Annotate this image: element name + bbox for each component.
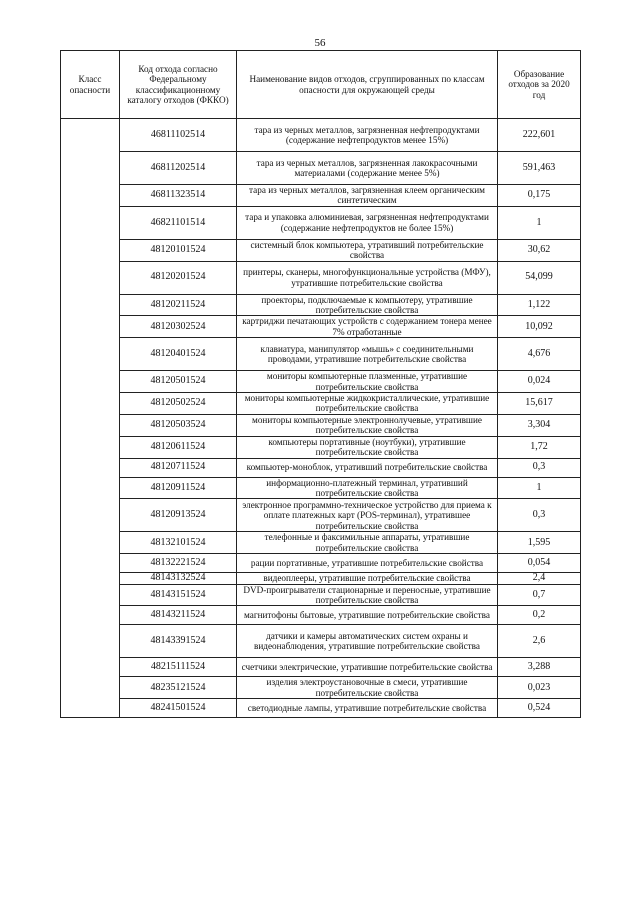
waste-name-cell: тара из черных металлов, загрязненная клеем органическим синтетическим	[237, 185, 498, 207]
waste-name-cell: клавиатура, манипулятор «мышь» с соединительными проводами, утратившие потребительские свойства	[237, 338, 498, 371]
table-row	[61, 294, 581, 316]
waste-amount-cell: 30,62	[498, 239, 581, 261]
table-row	[61, 119, 581, 152]
fkko-code-cell: 48143211524	[120, 606, 237, 625]
waste-name-cell: информационно-платежный терминал, утративший потребительские свойства	[237, 477, 498, 499]
fkko-code-cell: 46821101514	[120, 206, 237, 239]
waste-amount-cell: 0,2	[498, 606, 581, 625]
table-row	[61, 477, 581, 499]
fkko-code-cell: 46811102514	[120, 119, 237, 152]
table-row	[61, 554, 581, 573]
waste-name-cell: DVD-проигрыватели стационарные и переносные, утратившие потребительские свойства	[237, 584, 498, 606]
table-row	[61, 625, 581, 658]
table-row	[61, 152, 581, 185]
waste-amount-cell: 3,304	[498, 414, 581, 436]
waste-amount-cell: 0,3	[498, 499, 581, 532]
table-row	[61, 584, 581, 606]
fkko-code-cell: 48143151524	[120, 584, 237, 606]
waste-amount-cell: 3,288	[498, 658, 581, 677]
header-waste-amount: Образование отходов за 2020 год	[498, 51, 581, 119]
fkko-code-cell: 48120611524	[120, 436, 237, 458]
table-row	[61, 436, 581, 458]
table-row	[61, 239, 581, 261]
table-row	[61, 371, 581, 393]
table-row	[61, 338, 581, 371]
fkko-code-cell: 48143132524	[120, 573, 237, 584]
waste-amount-cell: 0,024	[498, 371, 581, 393]
waste-name-cell: мониторы компьютерные электроннолучевые, утратившие потребительские свойства	[237, 414, 498, 436]
page-number: 56	[314, 37, 326, 49]
fkko-code-cell: 48120101524	[120, 239, 237, 261]
waste-name-cell: системный блок компьютера, утративший потребительские свойства	[237, 239, 498, 261]
table-row	[61, 658, 581, 677]
waste-name-cell: проекторы, подключаемые к компьютеру, утратившие потребительские свойства	[237, 294, 498, 316]
waste-name-cell: картриджи печатающих устройств с содержанием тонера менее 7% отработанные	[237, 316, 498, 338]
waste-name-cell: мониторы компьютерные плазменные, утратившие потребительские свойства	[237, 371, 498, 393]
waste-amount-cell: 0,7	[498, 584, 581, 606]
waste-amount-cell: 2,4	[498, 573, 581, 584]
waste-name-cell: рации портативные, утратившие потребительские свойства	[237, 554, 498, 573]
fkko-code-cell: 48132101524	[120, 532, 237, 554]
waste-amount-cell: 591,463	[498, 152, 581, 185]
waste-amount-cell: 10,092	[498, 316, 581, 338]
waste-name-cell: тара из черных металлов, загрязненная нефтепродуктами (содержание нефтепродуктов менее 15%)	[237, 119, 498, 152]
waste-name-cell: светодиодные лампы, утратившие потребительские свойства	[237, 699, 498, 718]
waste-name-cell: изделия электроустановочные в смеси, утратившие потребительские свойства	[237, 677, 498, 699]
fkko-code-cell: 48241501524	[120, 699, 237, 718]
hazard-class-cell	[61, 119, 120, 718]
header-fkko-code: Код отхода согласно Федеральному классификационному каталогу отходов (ФККО)	[120, 51, 237, 119]
table-row	[61, 185, 581, 207]
table-row	[61, 573, 581, 584]
table-row	[61, 532, 581, 554]
waste-amount-cell: 1,595	[498, 532, 581, 554]
fkko-code-cell: 48120401524	[120, 338, 237, 371]
waste-amount-cell: 1	[498, 477, 581, 499]
waste-amount-cell: 15,617	[498, 393, 581, 415]
waste-name-cell: компьютеры портативные (ноутбуки), утратившие потребительские свойства	[237, 436, 498, 458]
waste-name-cell: счетчики электрические, утратившие потребительские свойства	[237, 658, 498, 677]
waste-name-cell: датчики и камеры автоматических систем охраны и видеонаблюдения, утратившие потребительские свойства	[237, 625, 498, 658]
waste-amount-cell: 1	[498, 206, 581, 239]
waste-name-cell: тара из черных металлов, загрязненная лакокрасочными материалами (содержание менее 5%)	[237, 152, 498, 185]
fkko-code-cell: 48143391524	[120, 625, 237, 658]
waste-amount-cell: 4,676	[498, 338, 581, 371]
waste-name-cell: тара и упаковка алюминиевая, загрязненная нефтепродуктами (содержание нефтепродуктов не более 15%)	[237, 206, 498, 239]
table-row	[61, 499, 581, 532]
fkko-code-cell: 48120201524	[120, 261, 237, 294]
waste-name-cell: видеоплееры, утратившие потребительские свойства	[237, 573, 498, 584]
fkko-code-cell: 46811202514	[120, 152, 237, 185]
table-row	[61, 606, 581, 625]
waste-amount-cell: 0,3	[498, 458, 581, 477]
waste-amount-cell: 0,524	[498, 699, 581, 718]
waste-amount-cell: 0,023	[498, 677, 581, 699]
fkko-code-cell: 48120501524	[120, 371, 237, 393]
fkko-code-cell: 48215111524	[120, 658, 237, 677]
table-header-row	[61, 51, 581, 119]
waste-name-cell: электронное программно-техническое устройство для приема к оплате платежных карт (POS-терминал), утратившее потребительские свойства	[237, 499, 498, 532]
table-row	[61, 206, 581, 239]
fkko-code-cell: 46811323514	[120, 185, 237, 207]
table-row	[61, 261, 581, 294]
waste-table	[60, 50, 581, 718]
fkko-code-cell: 48120302524	[120, 316, 237, 338]
fkko-code-cell: 48132221524	[120, 554, 237, 573]
fkko-code-cell: 48120211524	[120, 294, 237, 316]
fkko-code-cell: 48235121524	[120, 677, 237, 699]
waste-amount-cell: 1,122	[498, 294, 581, 316]
waste-name-cell: компьютер-моноблок, утративший потребительские свойства	[237, 458, 498, 477]
fkko-code-cell: 48120502524	[120, 393, 237, 415]
waste-amount-cell: 0,054	[498, 554, 581, 573]
table-row	[61, 699, 581, 718]
fkko-code-cell: 48120711524	[120, 458, 237, 477]
table-row	[61, 316, 581, 338]
table-body	[61, 119, 581, 718]
table-row	[61, 414, 581, 436]
table-row	[61, 677, 581, 699]
waste-name-cell: принтеры, сканеры, многофункциональные устройства (МФУ), утратившие потребительские свойства	[237, 261, 498, 294]
waste-name-cell: телефонные и факсимильные аппараты, утратившие потребительские свойства	[237, 532, 498, 554]
waste-amount-cell: 222,601	[498, 119, 581, 152]
fkko-code-cell: 48120503524	[120, 414, 237, 436]
waste-amount-cell: 54,099	[498, 261, 581, 294]
waste-amount-cell: 0,175	[498, 185, 581, 207]
waste-amount-cell: 2,6	[498, 625, 581, 658]
fkko-code-cell: 48120911524	[120, 477, 237, 499]
fkko-code-cell: 48120913524	[120, 499, 237, 532]
header-hazard-class: Класс опасности	[61, 51, 120, 119]
waste-name-cell: мониторы компьютерные жидкокристаллические, утратившие потребительские свойства	[237, 393, 498, 415]
waste-amount-cell: 1,72	[498, 436, 581, 458]
header-waste-name: Наименование видов отходов, сгруппированных по классам опасности для окружающей среды	[237, 51, 498, 119]
waste-name-cell: магнитофоны бытовые, утратившие потребительские свойства	[237, 606, 498, 625]
table-row	[61, 393, 581, 415]
table-row	[61, 458, 581, 477]
